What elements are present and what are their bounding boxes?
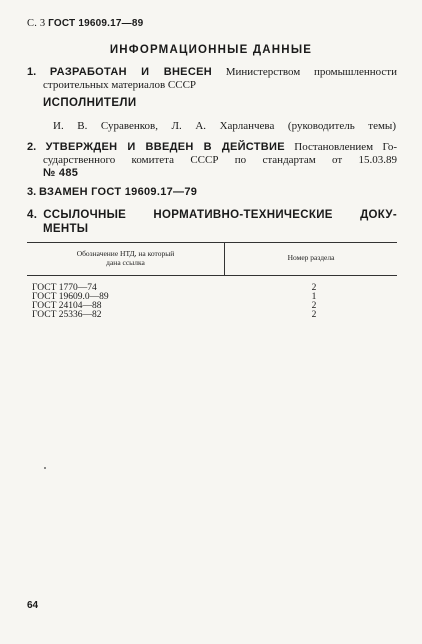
header-page-prefix: С. 3 xyxy=(27,18,46,29)
item-1-number: 1. xyxy=(27,66,37,78)
page-title: ИНФОРМАЦИОННЫЕ ДАННЫЕ xyxy=(109,44,313,56)
item-4 xyxy=(27,208,397,236)
page-header xyxy=(27,18,143,29)
item-3-number: 3. xyxy=(27,186,37,198)
table-cell-ntd: ГОСТ 19609.0—89 xyxy=(32,292,109,302)
item-1-text: Министерством промышленности xyxy=(225,66,397,78)
item-1-line-2: строительных материалов СССР xyxy=(43,79,197,91)
executors-names: И. В. Суравенков, Л. А. Харланчева (руководитель темы) xyxy=(53,120,396,132)
item-3-text: ВЗАМЕН ГОСТ 19609.17—79 xyxy=(38,186,198,198)
item-4-line-2: МЕНТЫ xyxy=(43,223,89,235)
table-cell-section: 2 xyxy=(311,310,317,320)
page-number: 64 xyxy=(27,600,39,611)
item-2-lead: УТВЕРЖДЕН И ВВЕДЕН В ДЕЙСТВИЕ xyxy=(45,141,285,153)
item-1-line-1 xyxy=(27,66,397,79)
item-2-number: 2. xyxy=(27,141,37,153)
table-cell-section: 2 xyxy=(311,301,317,311)
table-header-ntd xyxy=(27,249,224,267)
table-cell-ntd: ГОСТ 1770—74 xyxy=(32,283,97,293)
table-header-ntd-line-2: дана ссылка xyxy=(106,258,145,267)
table-cell-section: 1 xyxy=(311,292,317,302)
item-2-line-1 xyxy=(27,141,397,154)
table-cell-ntd: ГОСТ 25336—82 xyxy=(32,310,102,320)
table-header-section: Номер раздела xyxy=(287,253,335,262)
table-cell-section: 2 xyxy=(311,283,317,293)
table-cell-ntd: ГОСТ 24104—88 xyxy=(32,301,102,311)
item-4-number: 4. xyxy=(27,209,38,221)
item-4-heading: ССЫЛОЧНЫЕ НОРМАТИВНО-ТЕХНИЧЕСКИЕ ДОКУ- xyxy=(43,209,397,221)
scan-speck xyxy=(44,467,46,469)
item-4-line-1 xyxy=(27,208,397,222)
executors-heading: ИСПОЛНИТЕЛИ xyxy=(43,97,137,109)
item-1-lead: РАЗРАБОТАН И ВНЕСЕН xyxy=(49,66,212,78)
table-header-border xyxy=(27,275,397,276)
item-2-line-2: сударственного комитета СССР по стандартам от 15.03.89 xyxy=(43,154,397,166)
item-3 xyxy=(27,186,397,199)
header-doc-code: ГОСТ 19609.17—89 xyxy=(48,18,144,29)
item-2-line-3: № 485 xyxy=(43,167,79,179)
item-2-text: Постановлением Го- xyxy=(294,141,398,153)
table-top-border xyxy=(27,242,397,243)
table-row xyxy=(32,311,392,320)
table-header-ntd-line-1: Обозначение НТД, на который xyxy=(76,249,175,258)
